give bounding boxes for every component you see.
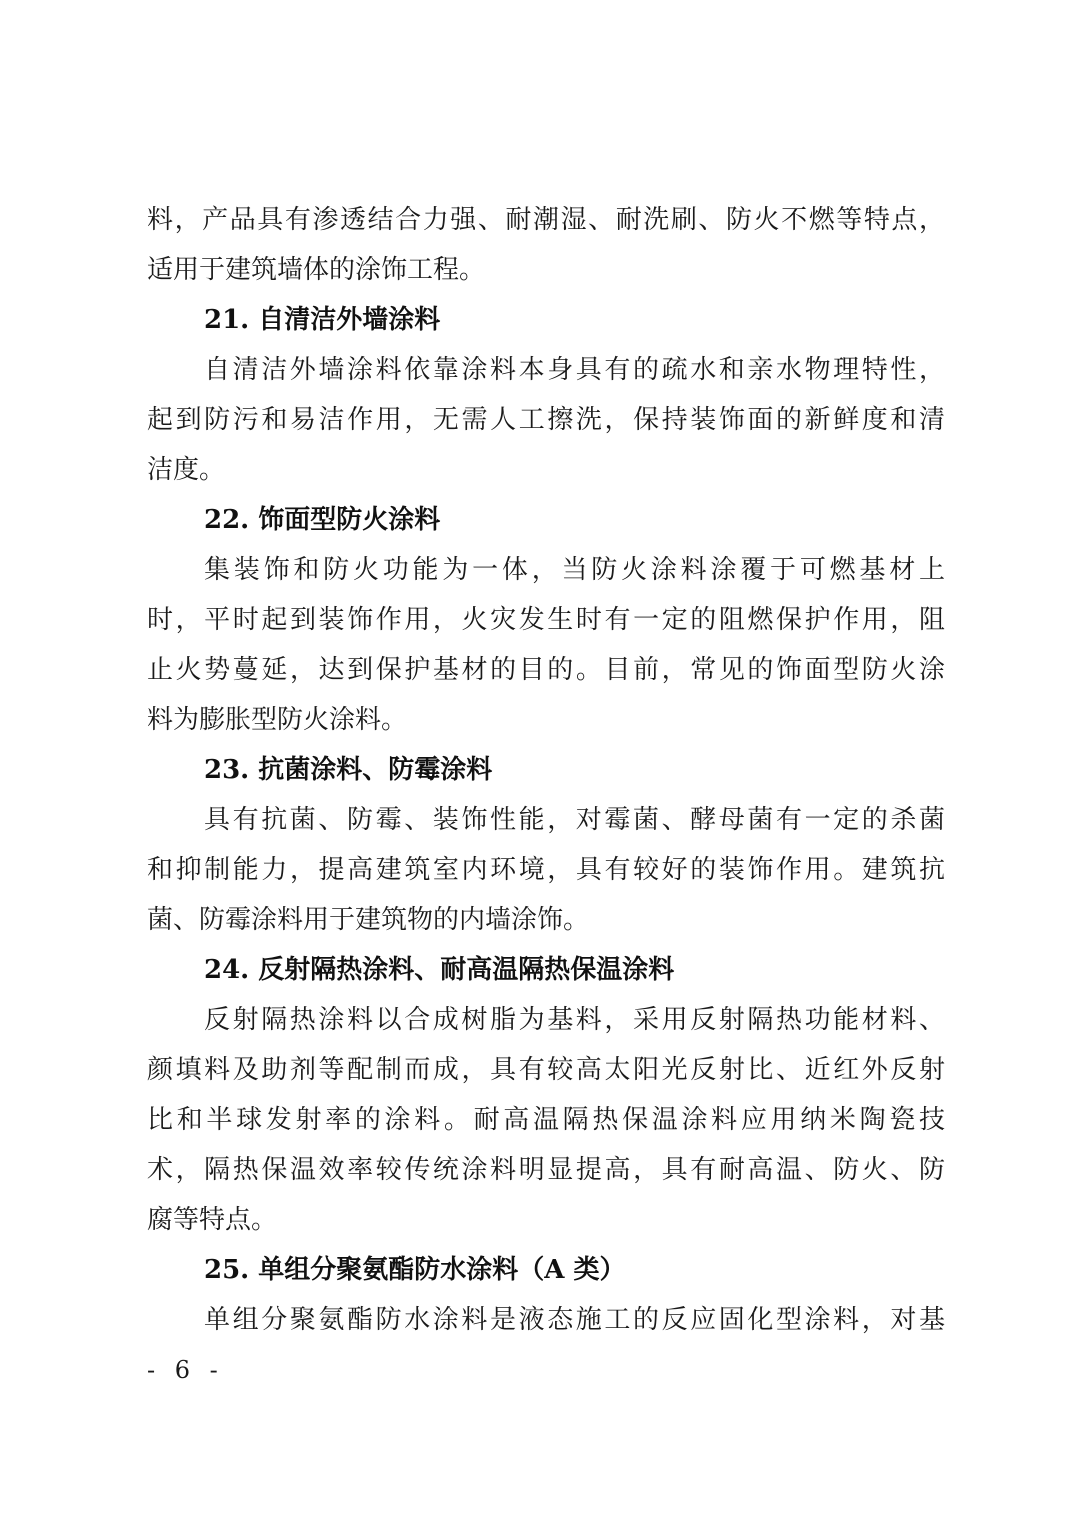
- paragraph-line: 料，产品具有渗透结合力强、耐潮湿、耐洗刷、防火不燃等特点，: [147, 205, 945, 235]
- paragraph: [147, 795, 945, 945]
- paragraph: [147, 995, 945, 1245]
- paragraph: [147, 345, 945, 495]
- paragraph: [147, 1295, 945, 1345]
- paragraph-line: 比和半球发射率的涂料。耐高温隔热保温涂料应用纳米陶瓷技: [147, 1105, 945, 1135]
- paragraph-line: 时，平时起到装饰作用，火灾发生时有一定的阻燃保护作用，阻: [147, 605, 945, 635]
- paragraph-line: 和抑制能力，提高建筑室内环境，具有较好的装饰作用。建筑抗: [147, 855, 945, 885]
- paragraph-line: 术，隔热保温效率较传统涂料明显提高，具有耐高温、防火、防: [147, 1155, 945, 1185]
- paragraph-line: 起到防污和易洁作用，无需人工擦洗，保持装饰面的新鲜度和清: [147, 405, 945, 435]
- paragraph-line: 反射隔热涂料以合成树脂为基料，采用反射隔热功能材料、: [204, 1005, 945, 1035]
- section-heading: 22. 饰面型防火涂料: [204, 505, 441, 535]
- paragraph-line: 具有抗菌、防霉、装饰性能，对霉菌、酵母菌有一定的杀菌: [204, 805, 945, 835]
- paragraph-line: 自清洁外墙涂料依靠涂料本身具有的疏水和亲水物理特性，: [204, 355, 945, 385]
- paragraph-line: 单组分聚氨酯防水涂料是液态施工的反应固化型涂料，对基: [204, 1305, 945, 1335]
- section-heading: 25. 单组分聚氨酯防水涂料（A 类）: [204, 1255, 626, 1285]
- document-body: [147, 195, 945, 1345]
- paragraph-line: 颜填料及助剂等配制而成，具有较高太阳光反射比、近红外反射: [147, 1055, 945, 1085]
- paragraph-line: 腐等特点。: [147, 1205, 278, 1235]
- paragraph-line: 菌、防霉涂料用于建筑物的内墙涂饰。: [147, 905, 590, 935]
- paragraph-line: 集装饰和防火功能为一体，当防火涂料涂覆于可燃基材上: [204, 555, 945, 585]
- page-number: - 6 -: [147, 1356, 224, 1384]
- section-heading: 24. 反射隔热涂料、耐高温隔热保温涂料: [204, 955, 675, 985]
- paragraph: [147, 195, 945, 295]
- paragraph-line: 洁度。: [147, 455, 226, 485]
- section-heading: 23. 抗菌涂料、防霉涂料: [204, 755, 493, 785]
- paragraph-line: 适用于建筑墙体的涂饰工程。: [147, 255, 486, 285]
- paragraph: [147, 545, 945, 745]
- paragraph-line: 料为膨胀型防火涂料。: [147, 705, 408, 735]
- section-heading: 21. 自清洁外墙涂料: [204, 305, 441, 335]
- paragraph-line: 止火势蔓延，达到保护基材的目的。目前，常见的饰面型防火涂: [147, 655, 945, 685]
